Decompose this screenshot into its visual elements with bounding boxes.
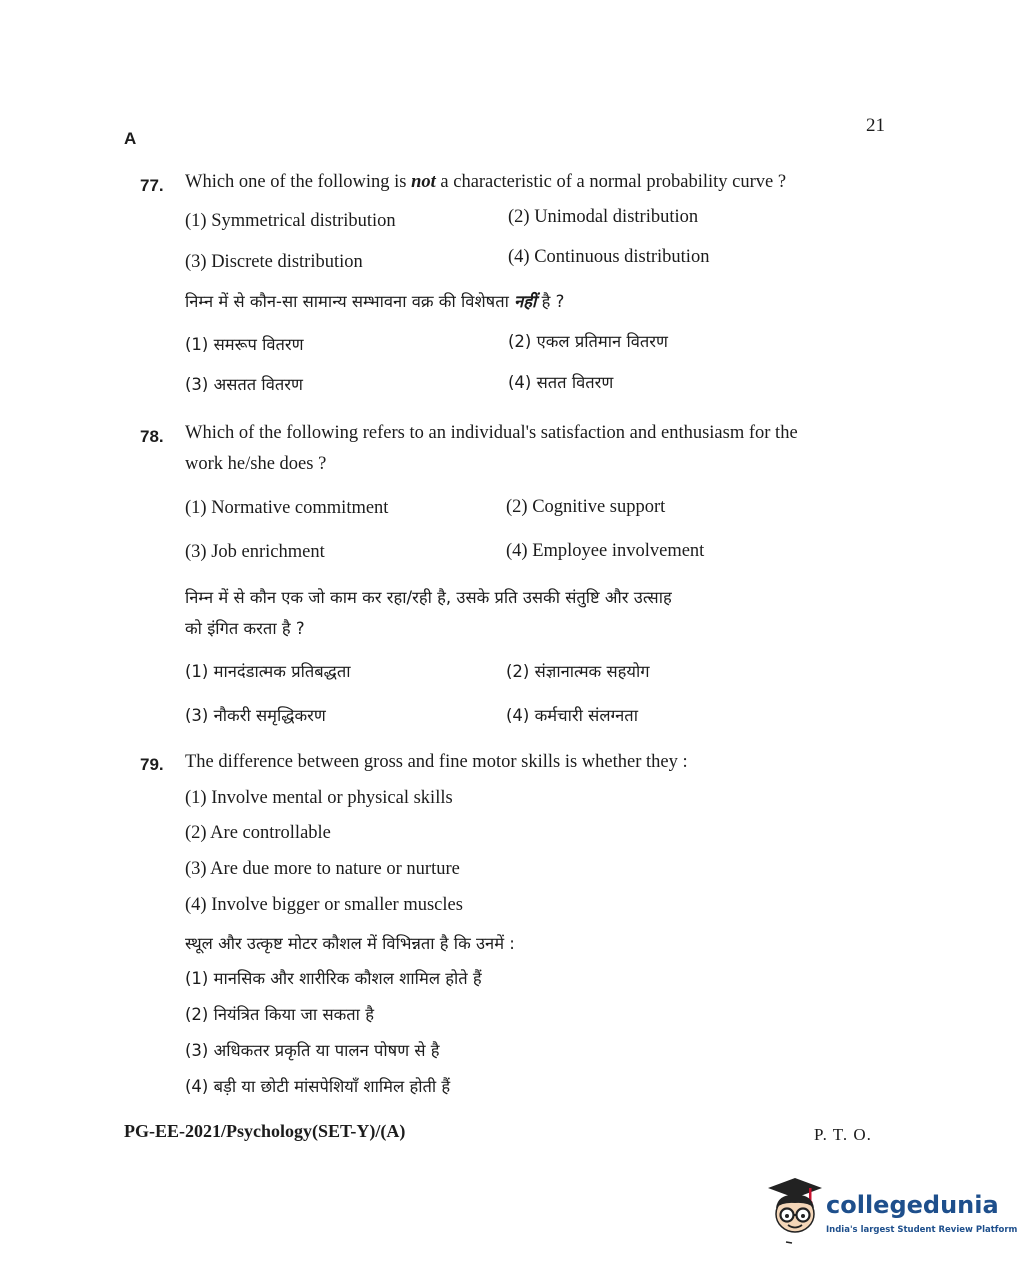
brand-tagline: India's largest Student Review Platform (826, 1225, 1018, 1235)
option-hi-1: (1) मानदंडात्मक प्रतिबद्धता (185, 662, 351, 681)
option-en-4: (4) Continuous distribution (508, 247, 710, 267)
option-en-3: (3) Are due more to nature or nurture (185, 859, 460, 879)
option-en-1: (1) Involve mental or physical skills (185, 788, 453, 808)
question-text-en-line1: Which of the following refers to an individual's satisfaction and enthusiasm for the (185, 423, 798, 443)
option-hi-4: (4) सतत वितरण (508, 373, 614, 392)
option-hi-2: (2) संज्ञानात्मक सहयोग (506, 662, 650, 681)
option-hi-3: (3) अधिकतर प्रकृति या पालन पोषण से है (185, 1041, 440, 1060)
option-en-3: (3) Discrete distribution (185, 252, 363, 272)
option-en-1: (1) Symmetrical distribution (185, 211, 396, 231)
question-text-en: The difference between gross and fine motor skills is whether they : (185, 752, 688, 772)
question-text-en-line2: work he/she does ? (185, 454, 327, 474)
paper-code: PG-EE-2021/Psychology(SET-Y)/(A) (124, 1121, 406, 1141)
option-en-2: (2) Cognitive support (506, 497, 666, 517)
pto-label: P. T. O. (814, 1125, 872, 1144)
page-number: 21 (866, 115, 885, 136)
option-en-3: (3) Job enrichment (185, 542, 325, 562)
mascot-icon (764, 1176, 826, 1246)
option-hi-4: (4) कर्मचारी संलग्नता (506, 706, 638, 725)
option-en-2: (2) Unimodal distribution (508, 207, 699, 227)
question-text-hi-line2: को इंगित करता है ? (185, 619, 305, 638)
question-text-hi: स्थूल और उत्कृष्ट मोटर कौशल में विभिन्नता है कि उनमें : (185, 934, 515, 953)
option-hi-1: (1) समरूप वितरण (185, 335, 304, 354)
option-en-4: (4) Employee involvement (506, 541, 705, 561)
option-hi-2: (2) एकल प्रतिमान वितरण (508, 332, 668, 351)
option-en-1: (1) Normative commitment (185, 498, 389, 518)
option-en-4: (4) Involve bigger or smaller muscles (185, 895, 463, 915)
question-number: 79. (140, 755, 164, 774)
option-hi-3: (3) नौकरी समृद्धिकरण (185, 706, 326, 725)
option-hi-4: (4) बड़ी या छोटी मांसपेशियाँ शामिल होती हैं (185, 1077, 451, 1096)
option-en-2: (2) Are controllable (185, 823, 331, 843)
question-text-hi: निम्न में से कौन-सा सामान्य सम्भावना वक्र की विशेषता नहीं है ? (185, 292, 565, 311)
question-number: 77. (140, 176, 164, 195)
set-label: A (124, 129, 137, 148)
question-text-hi-line1: निम्न में से कौन एक जो काम कर रहा/रही है, उसके प्रति उसकी संतुष्टि और उत्साह (185, 588, 672, 607)
option-hi-3: (3) असतत वितरण (185, 375, 303, 394)
brand-name: collegedunia (826, 1191, 999, 1219)
question-number: 78. (140, 427, 164, 446)
option-hi-2: (2) नियंत्रित किया जा सकता है (185, 1005, 374, 1024)
option-hi-1: (1) मानसिक और शारीरिक कौशल शामिल होते हैं (185, 969, 482, 988)
question-text-en: Which one of the following is not a characteristic of a normal probability curve ? (185, 172, 787, 192)
